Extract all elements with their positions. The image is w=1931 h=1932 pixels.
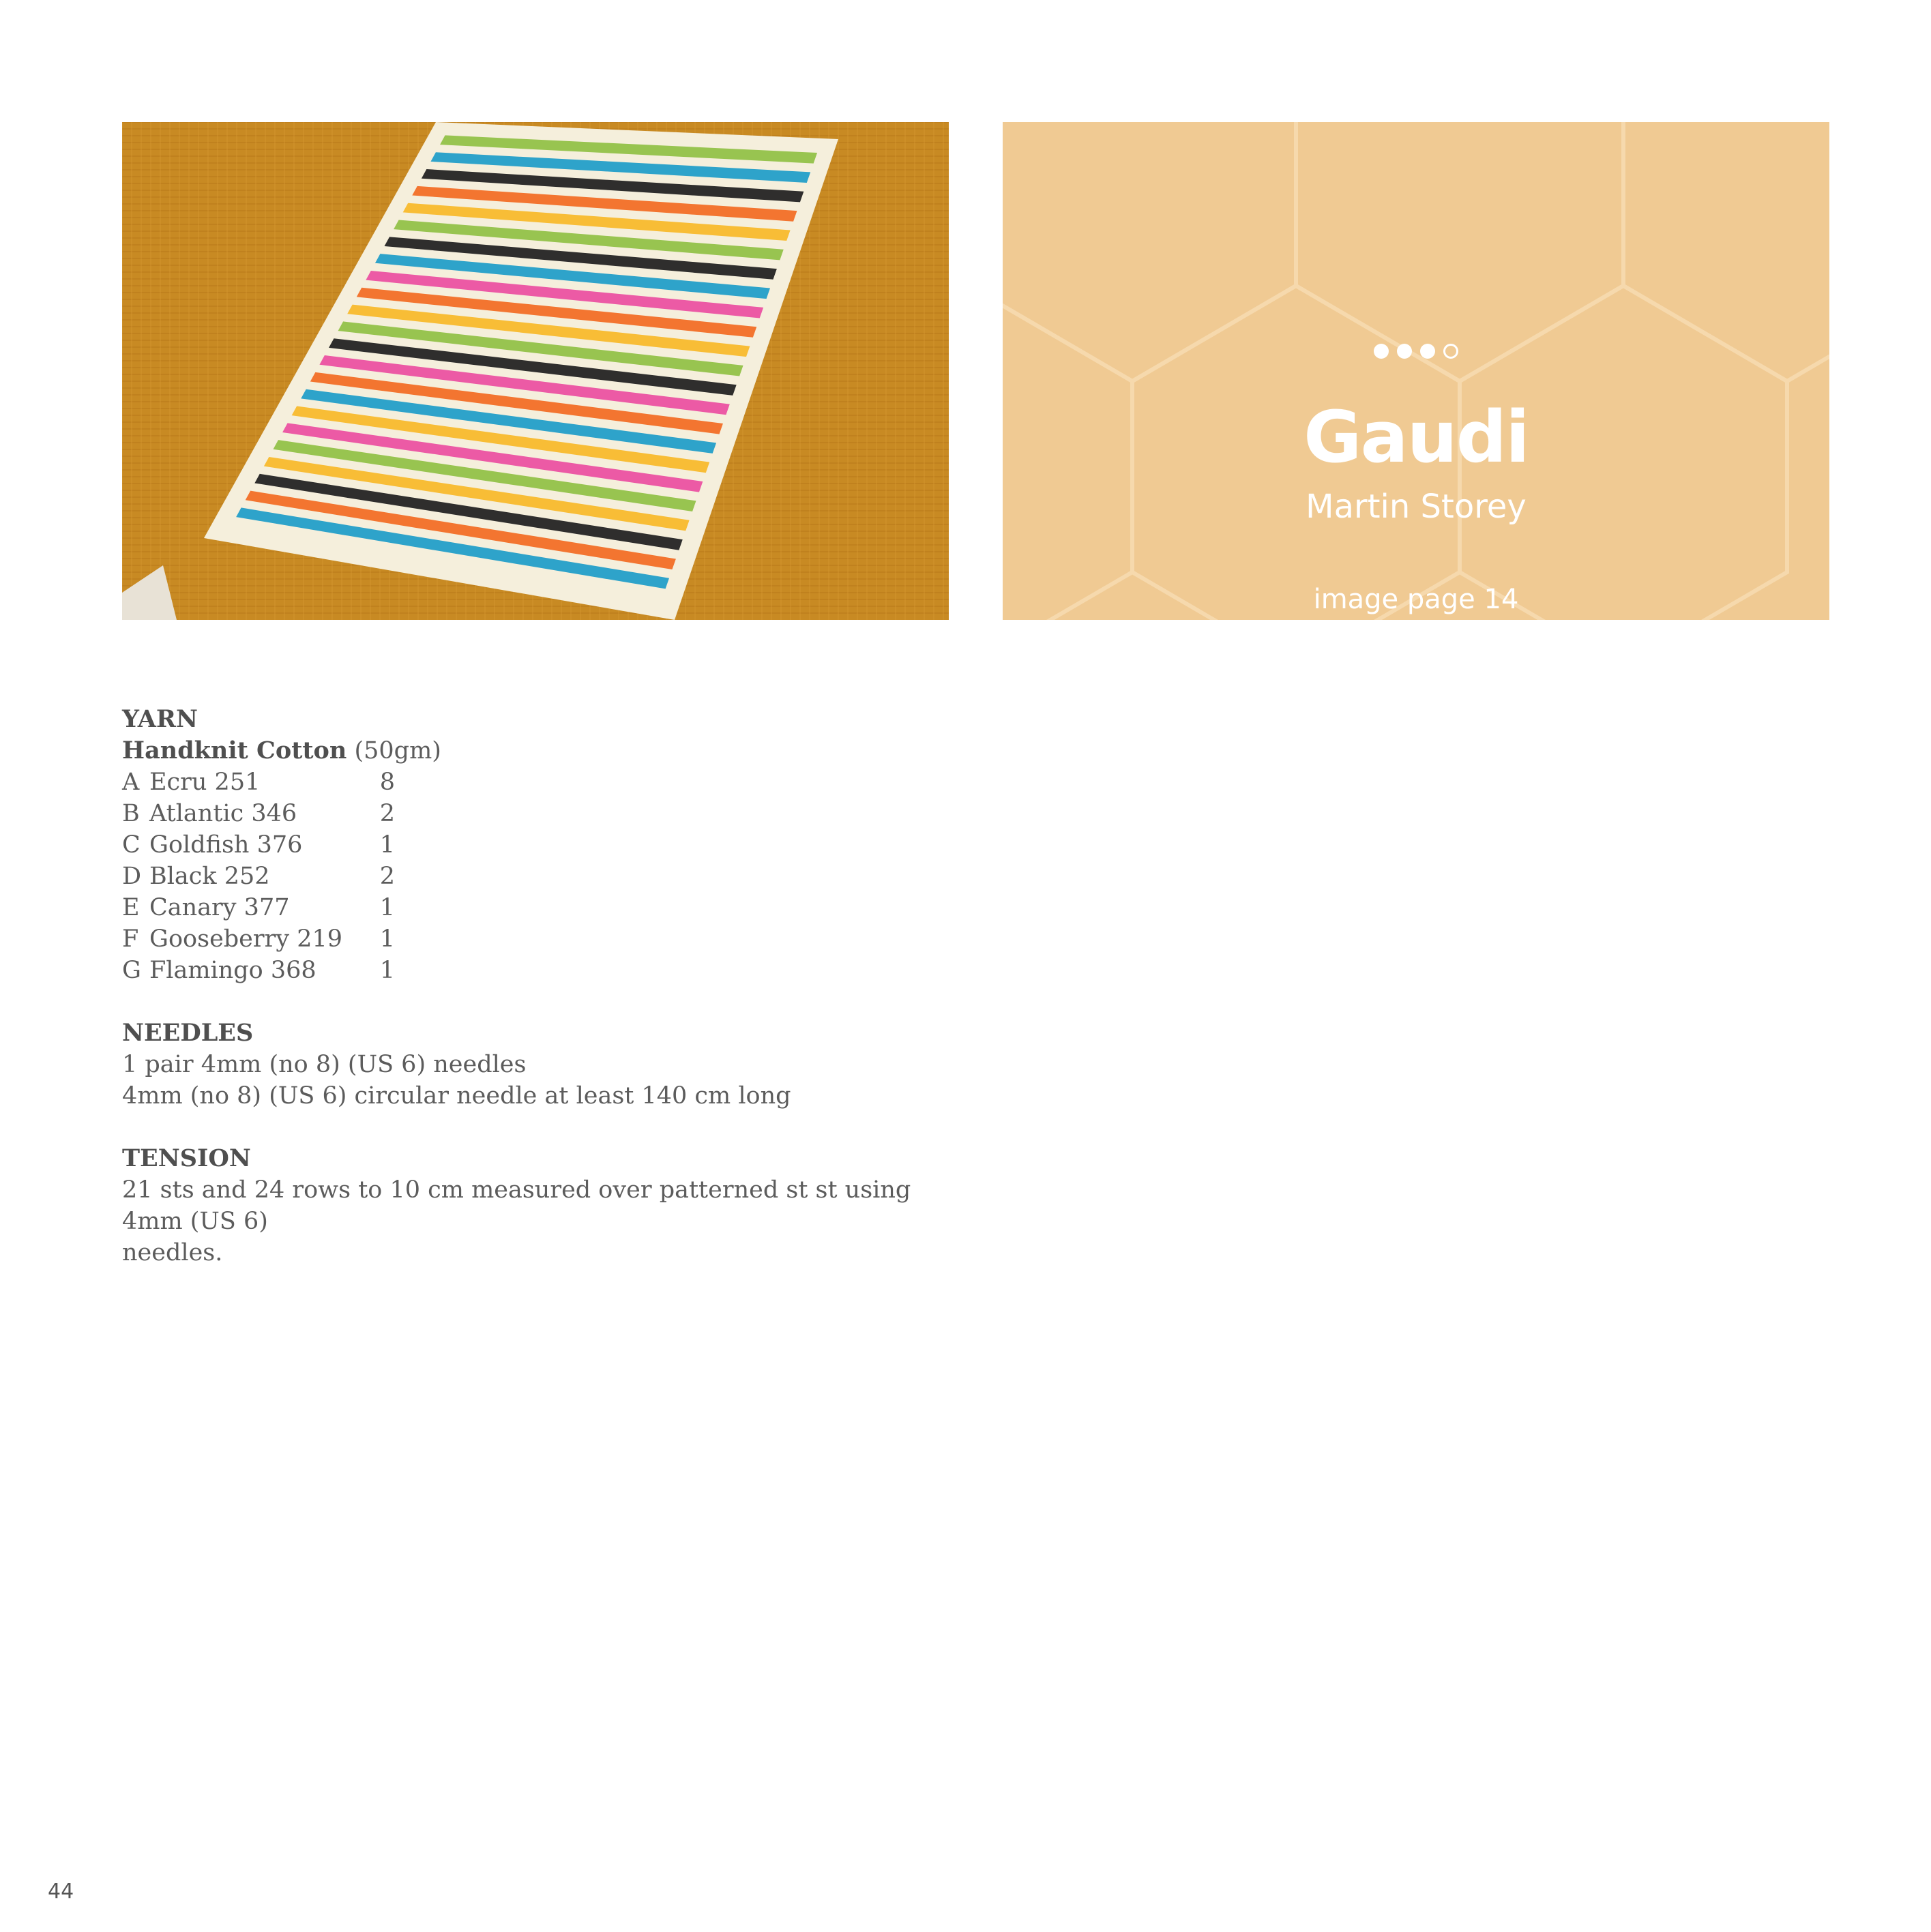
designer-name: Martin Storey [1306, 488, 1527, 526]
difficulty-dot-filled-icon [1374, 344, 1389, 359]
difficulty-dot-empty-icon [1443, 344, 1458, 359]
hexagon-pattern-icon [1003, 122, 1829, 620]
yarn-shade: Flamingo 368 [149, 957, 316, 984]
needles-line: 4mm (no 8) (US 6) circular needle at least 140 cm long [122, 1082, 791, 1110]
blanket-photo [122, 122, 949, 620]
yarn-weight: (50gm) [347, 737, 441, 764]
yarn-item [122, 767, 941, 798]
pattern-title: Gaudi [1303, 396, 1529, 479]
title-panel [1003, 122, 1829, 620]
yarn-shade: Canary 377 [149, 894, 290, 921]
difficulty-rating [1003, 344, 1829, 361]
difficulty-dot-filled-icon [1397, 344, 1412, 359]
yarn-quantity: 1 [379, 925, 395, 953]
yarn-code: D [122, 863, 142, 890]
yarn-shade: Goldfish 376 [149, 831, 303, 859]
tension-heading: TENSION [122, 1144, 251, 1172]
yarn-item [122, 861, 941, 892]
yarn-quantity: 1 [379, 831, 395, 859]
page-number: 44 [48, 1879, 74, 1903]
difficulty-dot-filled-icon [1420, 344, 1435, 359]
knitted-blanket-photo-icon [122, 122, 949, 620]
yarn-quantity: 2 [379, 800, 395, 827]
yarn-code: A [122, 769, 140, 796]
yarn-quantity: 2 [379, 863, 395, 890]
yarn-item [122, 798, 941, 829]
yarn-item [122, 955, 941, 986]
yarn-code: B [122, 800, 140, 827]
yarn-item [122, 923, 941, 955]
yarn-shade: Ecru 251 [149, 769, 261, 796]
needles-heading: NEEDLES [122, 1019, 254, 1047]
yarn-quantity: 1 [379, 957, 395, 984]
yarn-code: F [122, 925, 139, 953]
yarn-shade: Black 252 [149, 863, 270, 890]
tension-line: 21 sts and 24 rows to 10 cm measured over patterned st st using 4mm (US 6) [122, 1176, 911, 1235]
yarn-code: C [122, 831, 141, 859]
yarn-quantity: 8 [379, 769, 395, 796]
yarn-shade: Gooseberry 219 [149, 925, 343, 953]
needles-line: 1 pair 4mm (no 8) (US 6) needles [122, 1051, 527, 1078]
yarn-item [122, 829, 941, 861]
pattern-details [122, 704, 941, 1268]
yarn-code: E [122, 894, 140, 921]
yarn-item [122, 892, 941, 923]
yarn-list [122, 767, 941, 986]
image-page-reference: image page 14 [1313, 584, 1519, 615]
yarn-quantity: 1 [379, 894, 395, 921]
yarn-shade: Atlantic 346 [149, 800, 297, 827]
yarn-brand-line [122, 735, 941, 767]
yarn-brand: Handknit Cotton [122, 737, 347, 764]
tension-line: needles. [122, 1239, 223, 1266]
yarn-code: G [122, 957, 141, 984]
yarn-heading: YARN [122, 705, 198, 733]
